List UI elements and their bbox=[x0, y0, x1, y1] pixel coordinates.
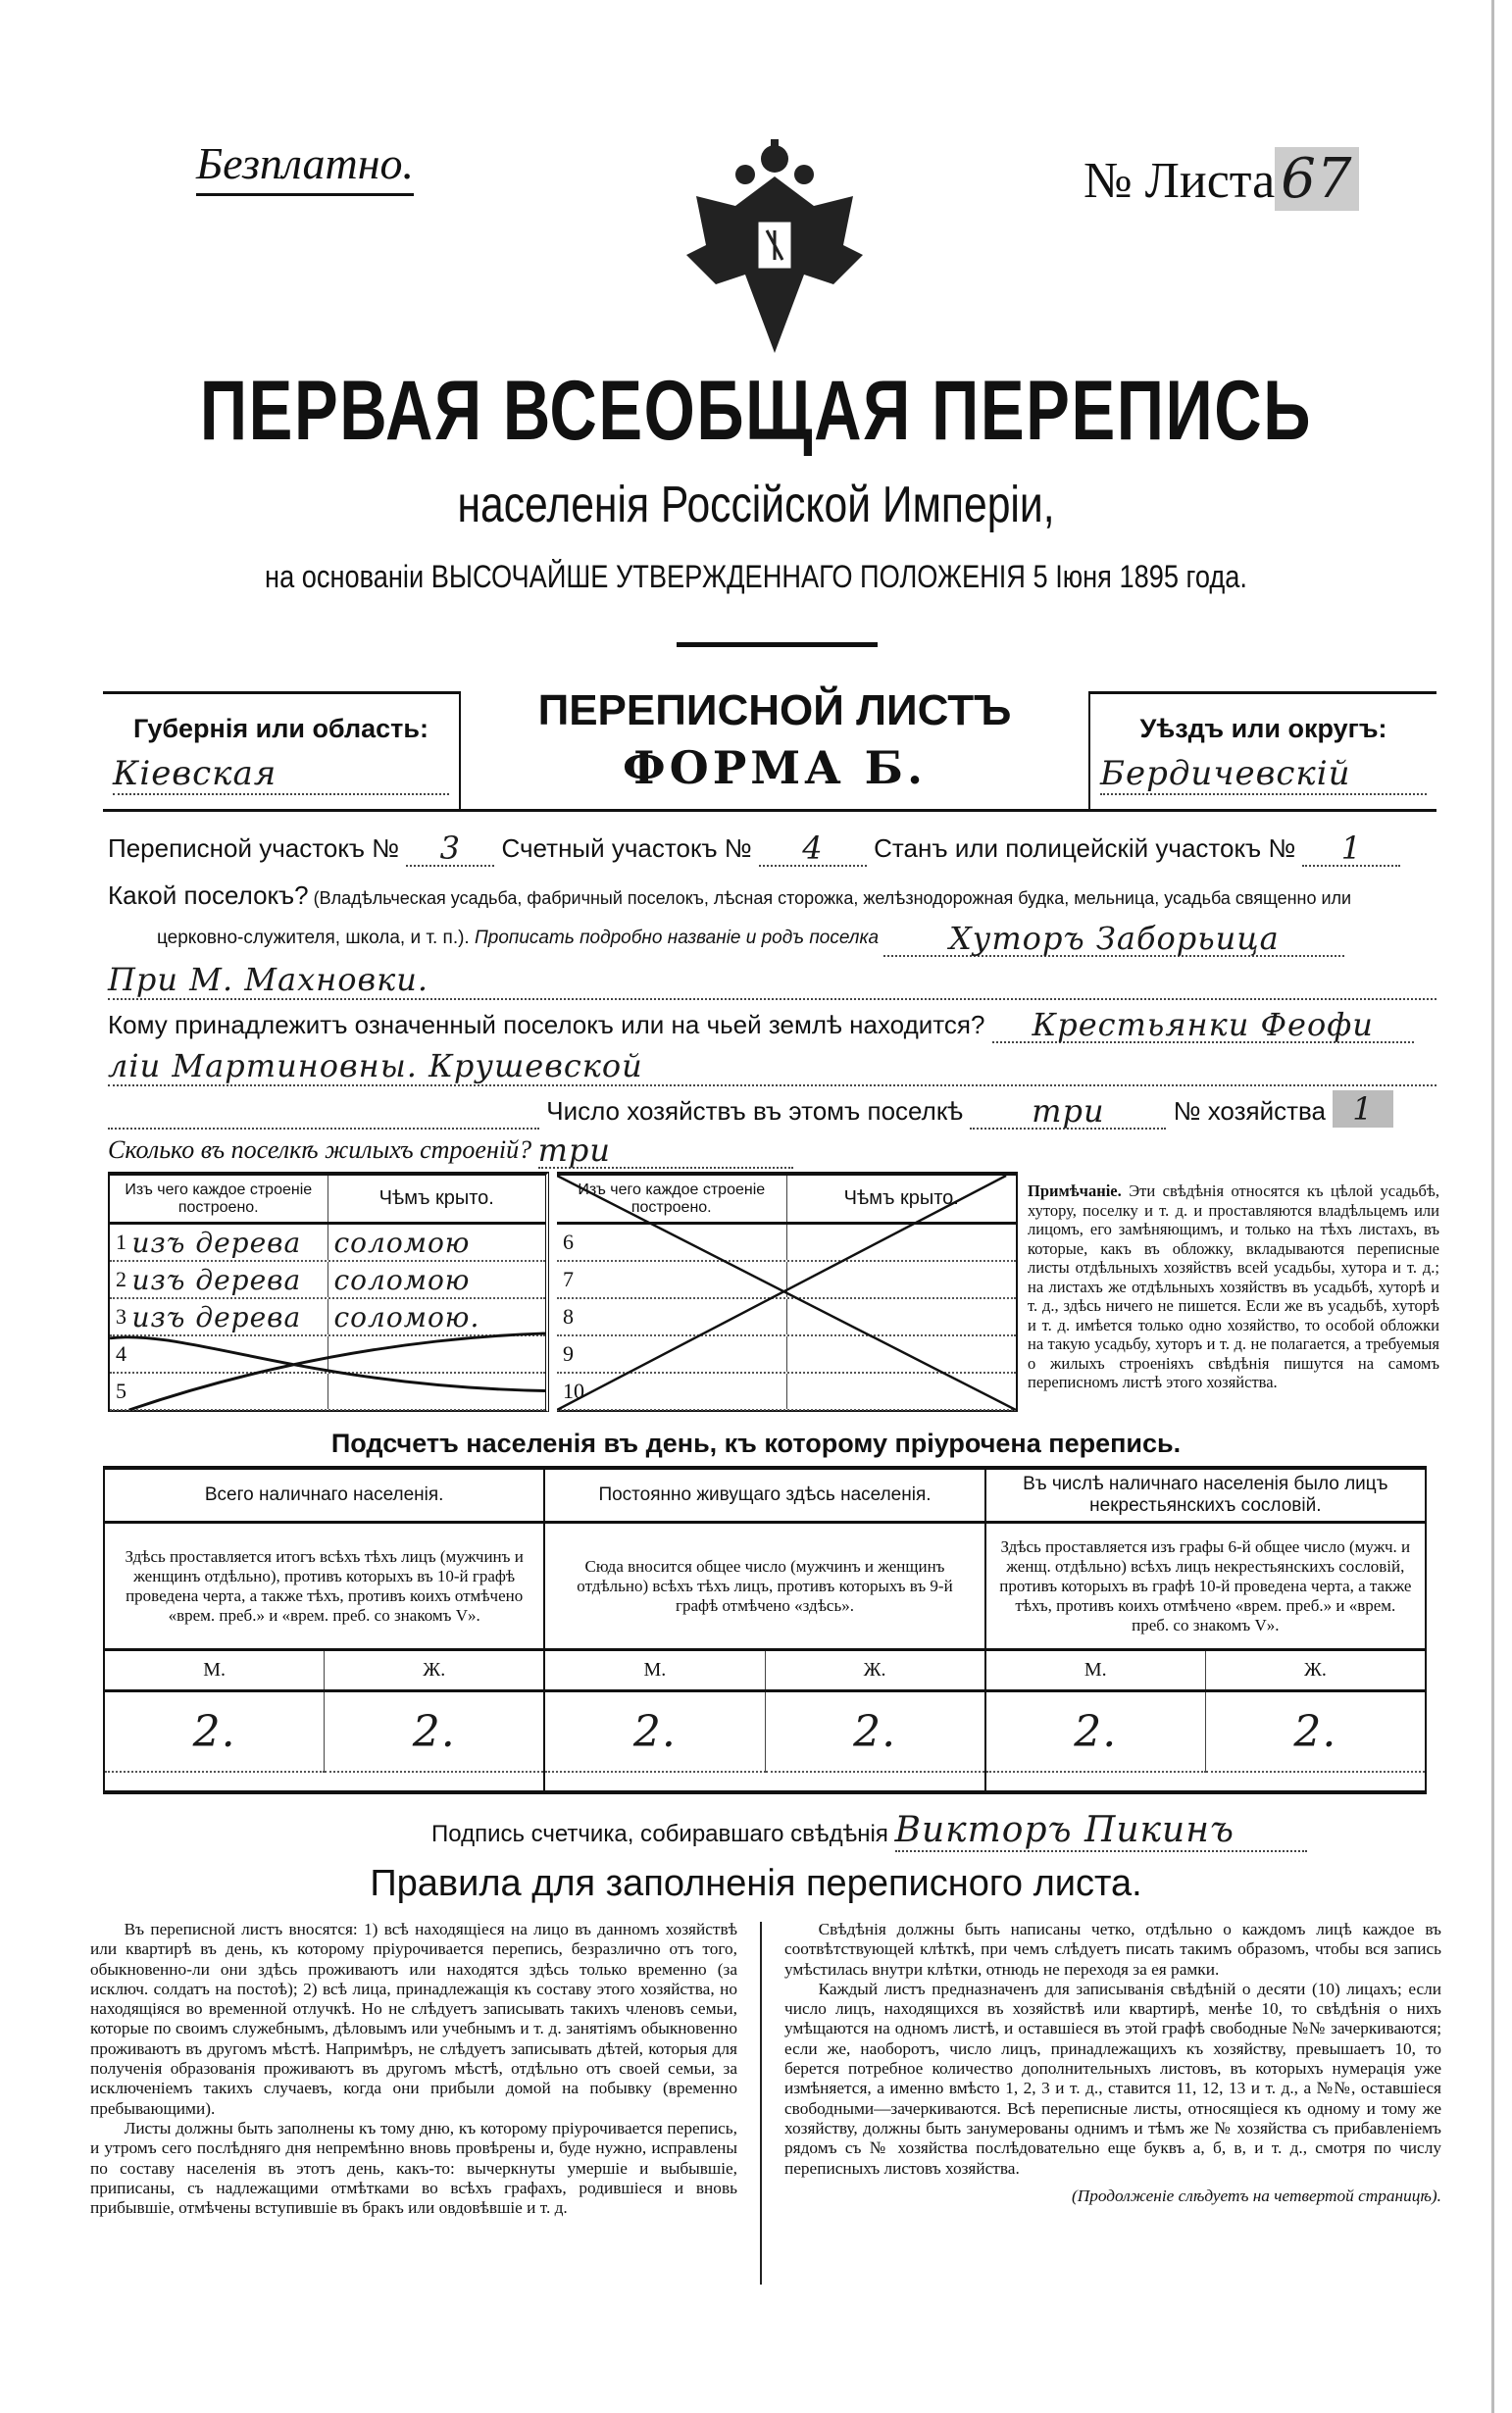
table-row bbox=[110, 1299, 545, 1336]
buildings-field[interactable]: три bbox=[538, 1133, 793, 1169]
row-number: 7 bbox=[557, 1262, 787, 1297]
table-row bbox=[110, 1374, 545, 1411]
divider bbox=[103, 809, 1436, 812]
signature-row bbox=[431, 1810, 1307, 1852]
roof-cell[interactable] bbox=[328, 1374, 546, 1409]
roof-cell[interactable] bbox=[787, 1336, 1017, 1372]
col-desc: Здѣсь проставляется изъ графы 6-й общее число (мужч. и женщ. отдѣльно) всѣхъ лицъ некрестьянскихъ сословій, противъ которыхъ въ графѣ 10-й проведена черта, а также тѣхъ, противъ коихъ отмѣчено «врем. преб.» и «врем. преб. со знакомъ V». bbox=[986, 1524, 1425, 1651]
row-number: 1 bbox=[116, 1230, 126, 1254]
legal-basis: на основаніи ВЫСОЧАЙШЕ УТВЕРЖДЕННАГО ПОЛОЖЕНІЯ 5 Іюня 1895 года. bbox=[265, 559, 1247, 594]
form-title-text: ПЕРЕПИСНОЙ ЛИСТЪ bbox=[537, 686, 1012, 734]
roof-cell[interactable]: соломою. bbox=[333, 1300, 480, 1333]
male-count[interactable]: 2. bbox=[986, 1692, 1206, 1773]
female-count[interactable]: 2. bbox=[766, 1692, 984, 1773]
col-material-header: Изъ чего каждое строеніе построено. bbox=[557, 1176, 787, 1222]
table-row bbox=[557, 1374, 1016, 1411]
province-label: Губернія или область: bbox=[133, 714, 428, 743]
police-area-label: Станъ или полицейскій участокъ № bbox=[874, 833, 1296, 863]
households-row bbox=[108, 1092, 1436, 1130]
row-number: 2 bbox=[116, 1267, 126, 1291]
table-row bbox=[110, 1336, 545, 1374]
form-subtitle: ФОРМА Б. bbox=[622, 741, 928, 794]
settlement-label: Какой поселокъ? bbox=[108, 880, 309, 910]
male-header: М. bbox=[545, 1651, 765, 1689]
census-area-label: Переписной участокъ № bbox=[108, 833, 400, 863]
district-label: Уѣздъ или округъ: bbox=[1139, 714, 1387, 743]
page-edge bbox=[1491, 0, 1494, 2413]
row-number: 3 bbox=[116, 1304, 126, 1329]
col-material-header: Изъ чего каждое строеніе построено. bbox=[110, 1176, 328, 1222]
rules-right-column bbox=[784, 1920, 1441, 2206]
settlement-hint-2: церковно-служителя, школа, и т. п.). bbox=[157, 928, 470, 948]
roof-cell[interactable] bbox=[787, 1262, 1017, 1297]
female-header: Ж. bbox=[1303, 1659, 1327, 1681]
table-row bbox=[557, 1336, 1016, 1374]
owner-field[interactable]: Крестьянки Феофи bbox=[992, 1008, 1414, 1043]
roof-cell[interactable] bbox=[787, 1225, 1017, 1260]
material-cell[interactable]: изъ дерева bbox=[131, 1300, 302, 1333]
rules-title: Правила для заполненія переписного листа. bbox=[370, 1863, 1142, 1904]
rules-paragraph: Каждый листъ предназначенъ для записыванія свѣдѣній о десяти (10) лицахъ; если число лицъ, находящихся въ хозяйствѣ или квартирѣ, менѣе 10, то свѣдѣнія о нихъ умѣщаются на одномъ листѣ, и оставшіеся въ этой графѣ свободные №№ зачеркиваются; если же, наоборотъ, число лицъ, принадлежащихъ къ хозяйству, превышаетъ 10, то берется потребное количество дополнительныхъ листовъ, въ которыхъ нумерація уже измѣняется, а именно вмѣсто 1, 2, 3 и т. д., ставится 11, 12, 13 и т. д., а №№, оставшіеся свободными—зачеркиваются. Всѣ переписные листы, относящіеся къ одному и тому же хозяйству, должны быть занумерованы однимъ и тѣмъ же № хозяйства съ прибавленіемъ рядомъ съ № хозяйства послѣдовательно еще буквъ а, б, в, и т. д., смотря по числу переписныхъ листовъ хозяйства. bbox=[784, 1979, 1441, 2178]
col-roof-header: Чѣмъ крыто. bbox=[843, 1187, 959, 1209]
owner-field-2[interactable] bbox=[108, 1049, 1436, 1086]
signature-field[interactable]: Викторъ Пикинъ bbox=[895, 1810, 1307, 1852]
row-number: 8 bbox=[557, 1299, 787, 1334]
signature-label: Подпись счетчика, собиравшаго свѣдѣнія bbox=[431, 1821, 888, 1847]
column-divider bbox=[760, 1922, 762, 2285]
rules-paragraph: Въ переписной листъ вносятся: 1) всѣ находящіеся на лицо въ данномъ хозяйствѣ или квартирѣ въ день, къ которому пріурочивается перепись, безразлично отъ того, обыкновенно-ли они здѣсь проживаютъ или находятся здѣсь только временно (за исключ. солдатъ на постоѣ); 2) всѣ лица, принадлежащія къ составу этого хозяйства, но находящіяся во временной отлучкѣ. Но не слѣдуетъ записывать такихъ членовъ семьи, которые по своимъ служебнымъ, дѣловымъ или учебнымъ и т. д. занятіямъ обыкновенно проживаютъ въ другомъ мѣстѣ. Напримѣръ, не слѣдуетъ записывать дѣтей, которыя для полученія образованія проживаютъ въ другомъ мѣстѣ, отдѣльно отъ своей семьи, за исключеніемъ такихъ случаевъ, когда они прибыли домой на побывку (временно пребывающими). bbox=[90, 1920, 737, 2118]
female-header: Ж. bbox=[863, 1659, 886, 1681]
households-field[interactable]: три bbox=[970, 1094, 1166, 1130]
sheet-number-value: 67 bbox=[1275, 147, 1358, 211]
note bbox=[1028, 1181, 1439, 1392]
table-row bbox=[557, 1299, 1016, 1336]
roof-cell[interactable] bbox=[328, 1336, 546, 1372]
population-col-total bbox=[103, 1470, 545, 1790]
imperial-eagle-emblem-icon bbox=[677, 137, 873, 363]
settlement-field-2[interactable] bbox=[108, 963, 1436, 1000]
col-title: Въ числѣ наличнаго населенія было лицъ некрестьянскихъ сословій. bbox=[986, 1470, 1425, 1524]
blank-line bbox=[108, 1128, 539, 1130]
households-label: Число хозяйствъ въ этомъ поселкѣ bbox=[546, 1096, 964, 1126]
female-header: Ж. bbox=[423, 1659, 446, 1681]
table-row bbox=[110, 1225, 545, 1262]
page-subtitle: населенія Россійской Имперіи, bbox=[457, 477, 1055, 533]
continued-note: (Продолженіе слѣдуетъ на четвертой страницѣ). bbox=[1071, 2186, 1441, 2205]
row-number: 9 bbox=[557, 1336, 787, 1372]
row-number: 10 bbox=[557, 1374, 787, 1409]
col-title: Всего наличнаго населенія. bbox=[105, 1470, 543, 1524]
police-area-field[interactable]: 1 bbox=[1302, 831, 1400, 867]
area-numbers-row bbox=[108, 829, 1436, 867]
population-heading: Подсчетъ населенія въ день, къ которому пріурочена перепись. bbox=[330, 1429, 1182, 1458]
material-cell[interactable]: изъ дерева bbox=[131, 1263, 302, 1296]
population-table bbox=[103, 1466, 1427, 1794]
male-header: М. bbox=[986, 1651, 1206, 1689]
roof-cell[interactable]: соломою bbox=[333, 1263, 471, 1296]
table-row bbox=[557, 1225, 1016, 1262]
col-title: Постоянно живущаго здѣсь населенія. bbox=[545, 1470, 983, 1524]
settlement-field[interactable]: Хуторъ Заборьица bbox=[883, 922, 1344, 957]
roof-cell[interactable]: соломою bbox=[333, 1226, 471, 1259]
counting-area-field[interactable]: 4 bbox=[759, 831, 867, 867]
page-title: ПЕРВАЯ ВСЕОБЩАЯ ПЕРЕПИСЬ bbox=[199, 364, 1313, 458]
male-count[interactable]: 2. bbox=[105, 1692, 325, 1773]
row-number: 5 bbox=[110, 1374, 328, 1409]
row-number: 6 bbox=[557, 1225, 787, 1260]
population-col-non-peasant bbox=[986, 1470, 1427, 1790]
settlement-value-2: При М. Махновки. bbox=[108, 961, 429, 998]
province-field[interactable]: Кіевская bbox=[113, 754, 449, 795]
roof-cell[interactable] bbox=[787, 1299, 1017, 1334]
population-col-permanent bbox=[545, 1470, 985, 1790]
owner-label: Кому принадлежитъ означенный поселокъ или на чьей землѣ находится? bbox=[108, 1010, 985, 1039]
roof-cell[interactable] bbox=[787, 1374, 1017, 1409]
male-header: М. bbox=[105, 1651, 325, 1689]
table-row bbox=[110, 1262, 545, 1299]
divider bbox=[677, 642, 878, 647]
note-label: Примѣчаніе. bbox=[1028, 1181, 1122, 1200]
free-of-charge-label: Безплатно. bbox=[196, 137, 414, 196]
settlement-hint-3: Прописать подробно названіе и родъ поселка bbox=[475, 928, 880, 948]
province-box bbox=[103, 691, 461, 809]
female-count[interactable]: 2. bbox=[1206, 1692, 1425, 1773]
form-title bbox=[461, 686, 1088, 794]
female-count[interactable]: 2. bbox=[325, 1692, 543, 1773]
household-number-label: № хозяйства bbox=[1173, 1096, 1326, 1126]
settlement-row bbox=[108, 877, 1436, 914]
buildings-label: Сколько въ поселкѣ жилыхъ строеній? bbox=[108, 1135, 532, 1164]
material-cell[interactable]: изъ дерева bbox=[131, 1226, 302, 1259]
col-desc: Здѣсь проставляется итогъ всѣхъ тѣхъ лицъ (мужчинъ и женщинъ отдѣльно), противъ которыхъ въ 10-й графѣ проведена черта, а также тѣхъ, противъ коихъ отмѣчено «врем. преб.» и «врем. преб. со знакомъ V». bbox=[105, 1524, 543, 1651]
settlement-hint: (Владѣльческая усадьба, фабричный поселокъ, лѣсная сторожка, желѣзнодорожная будка, мельница, усадьба священно или bbox=[313, 888, 1352, 908]
owner-row bbox=[108, 1006, 1436, 1043]
row-number: 4 bbox=[110, 1336, 328, 1372]
rules-paragraph: Листы должны быть заполнены къ тому дню, къ которому пріурочивается перепись, и утромъ сего послѣдняго дня непремѣнно вновь провѣрены и, буде нужно, исправлены по составу населенія въ этотъ день, какъ-то: вычеркнуты умершіе и выбывшіе, приписаны, съ надлежащими отмѣтками во всѣхъ графахъ, родившіеся и вновь прибывшіе, отмѣчены вступившіе въ бракъ или овдовѣвшіе и т. д. bbox=[90, 2118, 737, 2218]
settlement-row-2 bbox=[157, 920, 1436, 957]
col-roof-header: Чѣмъ крыто. bbox=[378, 1187, 494, 1209]
buildings-table-1 bbox=[108, 1172, 549, 1412]
col-desc: Сюда вносится общее число (мужчинъ и женщинъ отдѣльно) всѣхъ тѣхъ лицъ, противъ которыхъ въ 9-й графѣ отмѣчено «здѣсь». bbox=[545, 1524, 983, 1651]
rules-left-column bbox=[90, 1920, 737, 2218]
sheet-number-label: № Листа bbox=[1084, 153, 1276, 209]
census-area-field[interactable]: 3 bbox=[406, 831, 494, 867]
district-box bbox=[1088, 691, 1436, 809]
counting-area-label: Счетный участокъ № bbox=[501, 833, 752, 863]
household-number-field[interactable]: 1 bbox=[1333, 1090, 1392, 1128]
sheet-number bbox=[1084, 147, 1359, 211]
note-text: Эти свѣдѣнія относятся къ цѣлой усадьбѣ, хутору, поселку и т. д. и проставляются владѣльцемъ или лицомъ, его замѣняющимъ, и только на тѣхъ листахъ, въ которые, какъ въ обложку, вкладываются переписные листы отдѣльныхъ хозяйствъ всей усадьбы, хутора и т. д.; на листахъ же отдѣльныхъ хозяйствъ въ усадьбѣ, хуторѣ и т. д., здѣсь ничего не пишется. Если же въ усадьбѣ, хуторѣ и т. д. имѣется только одно хозяйство, то особой обложки на такую усадьбу, хуторъ и т. д. не полагается, а требуемыя о жилыхъ строеніяхъ свѣдѣнія пишутся на самомъ переписномъ листѣ этого хозяйства. bbox=[1028, 1181, 1439, 1391]
male-count[interactable]: 2. bbox=[545, 1692, 765, 1773]
buildings-row bbox=[108, 1131, 1436, 1169]
buildings-table-2 bbox=[557, 1172, 1018, 1412]
owner-value-2: ліи Мартиновны. Крушевской bbox=[108, 1047, 643, 1084]
table-row bbox=[557, 1262, 1016, 1299]
district-field[interactable]: Бердичевскій bbox=[1100, 754, 1427, 795]
rules-paragraph: Свѣдѣнія должны быть написаны четко, отдѣльно о каждомъ лицѣ каждое въ соотвѣтствующей клѣткѣ, при чемъ слѣдуетъ писать такимъ образомъ, чтобы вся запись умѣстилась внутри клѣтки, отнюдь не переходя за ея рамки. bbox=[784, 1920, 1441, 1979]
